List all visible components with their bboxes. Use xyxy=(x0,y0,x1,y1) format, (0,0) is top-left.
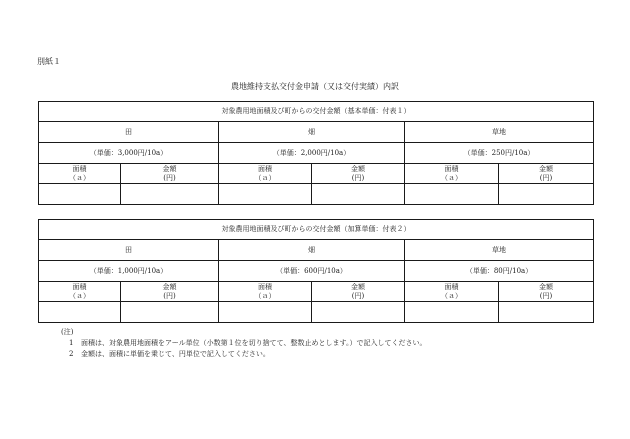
subsidy-table-basic xyxy=(38,101,594,205)
amount-input-cell[interactable] xyxy=(312,302,405,323)
area-column-header: 面積 （ａ） xyxy=(39,164,121,184)
amount-column-header: 金額 (円) xyxy=(312,164,405,184)
crop-grassland: 草地 xyxy=(405,240,594,261)
note-text: 金額は、面積に単価を乗じて、円単位で記入してください。 xyxy=(81,350,270,358)
area-column-header: 面積 （ａ） xyxy=(405,164,499,184)
unit-price-upland-field: （単価：2,000円/10a） xyxy=(219,143,405,164)
amount-input-cell[interactable] xyxy=(121,184,219,205)
area-column-header: 面積 （ａ） xyxy=(39,282,121,302)
crop-rice-field: 田 xyxy=(39,240,219,261)
page-label: 別紙１ xyxy=(37,57,61,66)
table-header: 対象農用地面積及び町からの交付金額（加算単価：付表２） xyxy=(39,220,594,240)
note-item xyxy=(61,338,426,349)
area-input-cell[interactable] xyxy=(405,184,499,205)
area-input-cell[interactable] xyxy=(39,184,121,205)
unit-price-rice-field: （単価：1,000円/10a） xyxy=(39,261,219,282)
subsidy-table-additional xyxy=(38,219,594,323)
unit-price-grassland: （単価：250円/10a） xyxy=(405,143,594,164)
note-text: 面積は、対象農用地面積をアール単位（小数第１位を切り捨てて、整数止めとします。）で記入してください。 xyxy=(81,339,427,347)
amount-input-cell[interactable] xyxy=(499,302,594,323)
crop-upland-field: 畑 xyxy=(219,122,405,143)
amount-column-header: 金額 (円) xyxy=(499,282,594,302)
area-column-header: 面積 （ａ） xyxy=(219,164,312,184)
table-header: 対象農用地面積及び町からの交付金額（基本単価：付表１） xyxy=(39,102,594,122)
amount-input-cell[interactable] xyxy=(121,302,219,323)
amount-column-header: 金額 (円) xyxy=(121,282,219,302)
crop-rice-field: 田 xyxy=(39,122,219,143)
amount-input-cell[interactable] xyxy=(499,184,594,205)
amount-input-cell[interactable] xyxy=(312,184,405,205)
amount-column-header: 金額 (円) xyxy=(312,282,405,302)
area-column-header: 面積 （ａ） xyxy=(219,282,312,302)
note-number: 1 xyxy=(69,339,74,347)
crop-grassland: 草地 xyxy=(405,122,594,143)
note-item xyxy=(61,349,426,360)
note-number: 2 xyxy=(69,350,74,358)
area-input-cell[interactable] xyxy=(405,302,499,323)
notes-heading: (注) xyxy=(61,328,74,336)
unit-price-grassland: （単価：80円/10a） xyxy=(405,261,594,282)
notes-section xyxy=(61,327,426,360)
area-column-header: 面積 （ａ） xyxy=(405,282,499,302)
crop-upland-field: 畑 xyxy=(219,240,405,261)
amount-column-header: 金額 (円) xyxy=(499,164,594,184)
area-input-cell[interactable] xyxy=(219,184,312,205)
area-input-cell[interactable] xyxy=(39,302,121,323)
area-input-cell[interactable] xyxy=(219,302,312,323)
unit-price-rice-field: （単価：3,000円/10a） xyxy=(39,143,219,164)
unit-price-upland-field: （単価：600円/10a） xyxy=(219,261,405,282)
amount-column-header: 金額 (円) xyxy=(121,164,219,184)
document-title: 農地維持支払交付金申請（又は交付実績）内訳 xyxy=(231,82,399,91)
